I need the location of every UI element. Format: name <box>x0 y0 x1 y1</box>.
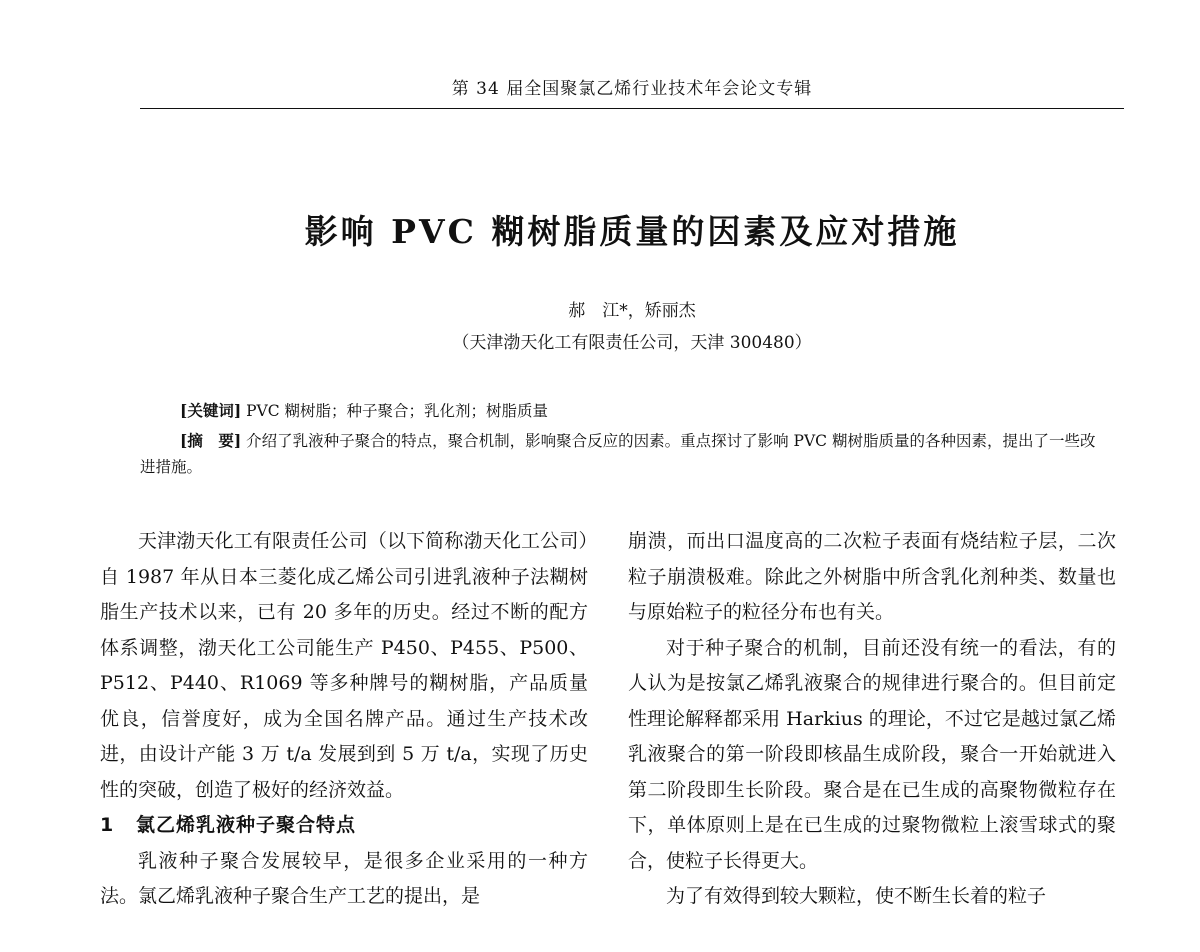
keywords-label: [关键词] <box>180 401 242 420</box>
section-title: 氯乙烯乳液种子聚合特点 <box>136 814 357 836</box>
article-authors: 郝 江*，矫丽杰 <box>568 301 696 321</box>
header-rule <box>140 108 1124 109</box>
keywords-block <box>140 398 1100 424</box>
right-paragraph-3: 为了有效得到较大颗粒，使不断生长着的粒子 <box>666 885 1047 907</box>
keywords-text: PVC 糊树脂；种子聚合；乳化剂；树脂质量 <box>246 402 549 420</box>
article-affiliation: （天津渤天化工有限责任公司，天津 300480） <box>452 333 812 353</box>
left-paragraph-1: 天津渤天化工有限责任公司（以下简称渤天化工公司）自 1987 年从日本三菱化成乙烯公司引进乳液种子法糊树脂生产技术以来，已有 20 多年的历史。经过不断的配方体系调整，渤天化工公司能生产 P450、P455、P500、P512、P440、R1069 等多种牌号的糊树脂，产品质量优良，信誉度好，成为全国名牌产品。通过生产技术改进，由设计产能 3 万 t/a 发展到到 5 万 t/a，实现了历史性的突破，创造了极好的经济效益。 <box>100 530 588 801</box>
abstract-label: [摘 要] <box>180 431 242 450</box>
section-heading-1 <box>100 808 588 844</box>
right-paragraph-1: 崩溃，而出口温度高的二次粒子表面有烧结粒子层，二次粒子崩溃极难。除此之外树脂中所含乳化剂种类、数量也与原始粒子的粒径分布也有关。 <box>628 530 1116 623</box>
abstract-block <box>140 428 1100 480</box>
section-number: 1 <box>100 814 115 836</box>
right-column <box>628 524 1116 915</box>
abstract-text: 介绍了乳液种子聚合的特点，聚合机制，影响聚合反应的因素。重点探讨了影响 PVC 糊树脂质量的各种因素，提出了一些改进措施。 <box>140 432 1096 476</box>
right-paragraph-2: 对于种子聚合的机制，目前还没有统一的看法，有的人认为是按氯乙烯乳液聚合的规律进行聚合的。但目前定性理论解释都采用 Harkius 的理论，不过它是越过氯乙烯乳液聚合的第一阶段即核晶生成阶段，聚合一开始就进入第二阶段即生长阶段。聚合是在已生成的高聚物微粒存在下，单体原则上是在已生成的过聚物微粒上滚雪球式的聚合，使粒子长得更大。 <box>628 636 1116 872</box>
left-column <box>100 524 588 915</box>
left-paragraph-2: 乳液种子聚合发展较早，是很多企业采用的一种方法。氯乙烯乳液种子聚合生产工艺的提出，是 <box>100 849 588 907</box>
article-title: 影响 PVC 糊树脂质量的因素及应对措施 <box>304 212 960 251</box>
running-header: 第 34 届全国聚氯乙烯行业技术年会论文专辑 <box>451 79 813 99</box>
